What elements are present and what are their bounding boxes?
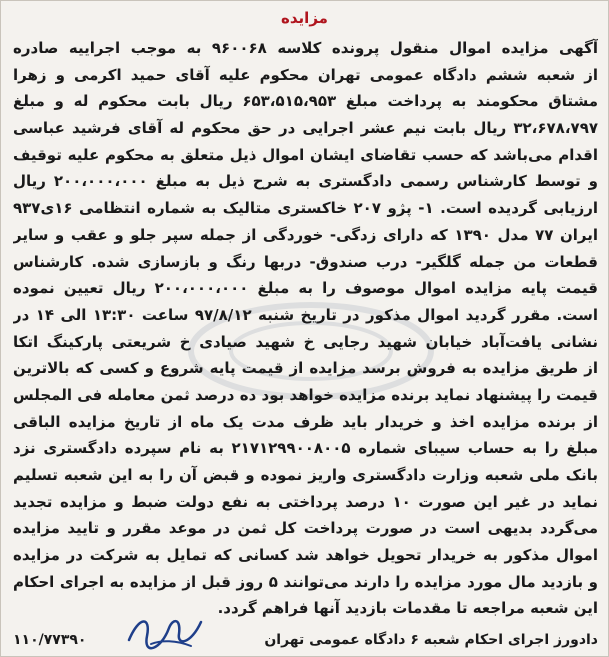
notice-line: از برنده مزایده اخذ و خریدار باید ظرف مدت یک ماه از تاریخ مزایده الباقی bbox=[13, 412, 598, 431]
notice-title: مزایده bbox=[281, 9, 328, 27]
notice-line: بانک ملی شعبه وزارت دادگستری واریز نموده و قبض آن را به این شعبه تسلیم bbox=[13, 466, 598, 484]
notice-line: ارزیابی گردیده است. ۱- پژو ۲۰۷ خاکستری متالیک به شماره انتظامی ۱۶ی۹۳۷ bbox=[13, 199, 598, 218]
signer-line: دادورز اجرای احکام شعبه ۶ دادگاه عمومی تهران bbox=[264, 632, 598, 648]
notice-line: و توسط کارشناس رسمی دادگستری به شرح ذیل به مبلغ ۲۰۰،۰۰۰،۰۰۰ ریال bbox=[13, 172, 598, 191]
notice-line: اموال مذکور به خریدار تحویل خواهد شد کسانی که تمایل به شرکت در مزایده bbox=[13, 546, 598, 565]
signature-mark bbox=[121, 610, 211, 654]
notice-line: می‌گردد بدیهی است در صورت پرداخت کل ثمن در موعد مقرر و تایید مزایده bbox=[13, 519, 598, 538]
notice-line: ۳۲،۶۷۸،۷۹۷ ریال بابت نیم عشر اجرایی در حق محکوم له آقای فرشید عباسی bbox=[13, 119, 598, 138]
notice-line: و بازدید مال مورد مزایده را دارند می‌توانند ۵ روز قبل از مزایده به اجرای احکام bbox=[13, 572, 598, 591]
notice-line: از طریق مزایده به فروش برسد مزایده از قیمت پایه شروع و کسی که بالاترین bbox=[13, 359, 598, 378]
notice-line: اقدام می‌باشد که حسب تقاضای ایشان اموال ذیل متعلق به محکوم علیه توقیف bbox=[13, 145, 598, 164]
notice-line: نشانی یافت‌آباد خیابان شهید رجایی خ شهید صیادی خ شریعتی پارکینگ اتکا bbox=[13, 332, 598, 351]
notice-line: این شعبه مراجعه تا مقدمات بازدید آنها فراهم گردد. bbox=[217, 599, 598, 618]
notice-line: مبلغ را به حساب سیبای شماره ۲۱۷۱۲۹۹۰۰۸۰۰۵ به نام سپرده دادگستری نزد bbox=[13, 439, 598, 458]
notice-line: قطعات من جمله گلگیر- درب صندوق- دربها رنگ و بازسازی شده. کارشناس bbox=[13, 252, 598, 271]
notice-body bbox=[13, 35, 598, 622]
notice-line: قیمت را پیشنهاد نماید برنده مزایده خواهد بود ده درصد ثمن معامله فی المجلس bbox=[13, 385, 598, 404]
notice-line: ایران ۷۷ مدل ۱۳۹۰ که دارای زدگی- خوردگی از جمله سپر جلو و عقب و سایر bbox=[13, 225, 598, 244]
notice-footer bbox=[13, 628, 598, 652]
notice-line: نماید در غیر این صورت ۱۰ درصد پرداختی به نفع دولت ضبط و مزایده تجدید bbox=[13, 492, 598, 511]
notice-line: مشتاق محکومند به پرداخت مبلغ ۶۵۳،۵۱۵،۹۵۳ ریال بابت محکوم له و مبلغ bbox=[13, 92, 598, 111]
notice-line: قیمت پایه مزایده اموال موصوف را به مبلغ ۲۰۰،۰۰۰،۰۰۰ ریال تعیین نموده bbox=[13, 279, 598, 298]
notice-line: است. مقرر گردید اموال مذکور در تاریخ شنبه ۹۷/۸/۱۲ ساعت ۱۳:۳۰ الی ۱۴ در bbox=[13, 305, 598, 324]
notice-line: از شعبه ششم دادگاه عمومی تهران محکوم علیه آقای حمید اکرمی و زهرا bbox=[13, 65, 598, 84]
notice-line: آگهی مزایده اموال منقول پرونده کلاسه ۹۶۰۰۶۸ به موجب اجراییه صادره bbox=[13, 39, 598, 57]
reference-number: ۱۱۰/۷۷۳۹۰ bbox=[13, 632, 87, 648]
